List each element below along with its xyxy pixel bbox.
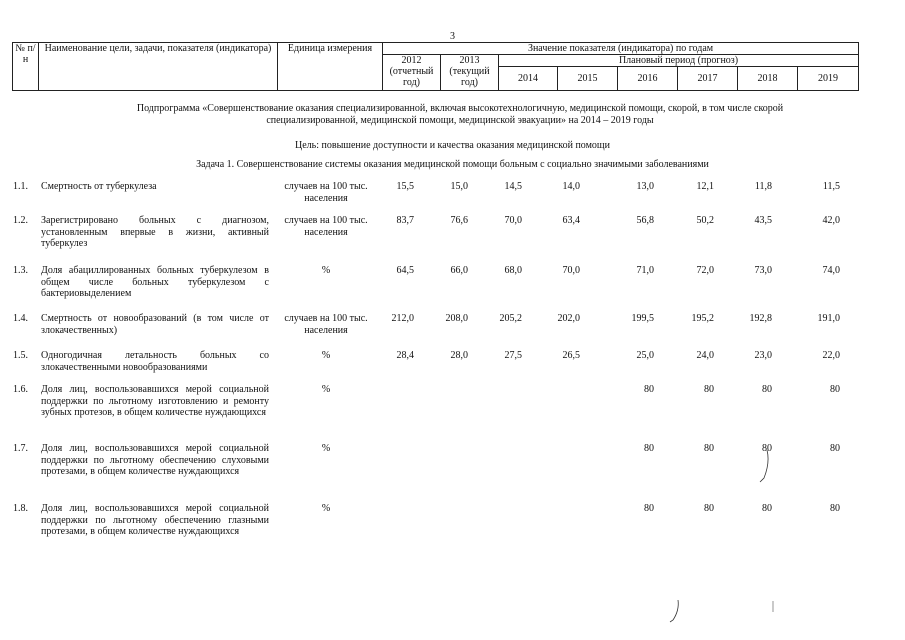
header-values-title: Значение показателя (индикатора) по годам [383,43,859,55]
subprogram-title: Подпрограмма «Совершенствование оказания специализированной, включая высокотехнологичную, медицинской помощи, скорой, в том числе скорой специализированной, медицинской помощи, медицинской эвакуации» на 2014 – 2019 годы [136,103,784,126]
indicator-value: 11,8 [754,181,772,192]
header-year-2012: 2012 (отчетный год) [383,55,441,91]
pen-mark [770,600,776,614]
indicator-unit: % [321,503,331,514]
indicator-value: 71,0 [636,265,654,276]
indicator-name: Доля лиц, воспользовавшихся мерой социальной поддержки по льготному обеспечению слуховыми протезами, в общем количестве нуждающихся [41,443,269,477]
page-number: 3 [450,31,455,42]
indicator-value: 28,0 [450,350,468,361]
row-number: 1.2. [13,215,28,226]
header-name: Наименование цели, задачи, показателя (индикатора) [39,43,278,91]
indicator-value: 74,0 [822,265,840,276]
indicator-value: 50,2 [696,215,714,226]
indicator-value: 64,5 [396,265,414,276]
indicator-unit: % [321,384,331,395]
indicator-value: 192,8 [749,313,772,324]
row-number: 1.4. [13,313,28,324]
indicator-value: 191,0 [817,313,840,324]
indicator-value: 14,0 [562,181,580,192]
indicator-value: 25,0 [636,350,654,361]
indicator-value: 80 [830,503,840,514]
indicator-value: 83,7 [396,215,414,226]
header-year: 2017 [678,67,738,91]
indicator-value: 80 [704,384,714,395]
indicator-value: 63,4 [562,215,580,226]
indicator-value: 80 [762,384,772,395]
indicator-value: 28,4 [396,350,414,361]
indicator-value: 208,0 [445,313,468,324]
row-number: 1.6. [13,384,28,395]
indicator-unit: % [321,350,331,361]
indicator-value: 80 [830,384,840,395]
indicator-value: 80 [644,384,654,395]
indicator-unit: % [321,265,331,276]
indicator-value: 76,6 [450,215,468,226]
indicator-unit: случаев на 100 тыс. населения [284,313,368,336]
row-number: 1.5. [13,350,28,361]
indicator-name: Доля абациллированных больных туберкулезом в общем числе больных туберкулезом с бактериовыделением [41,265,269,299]
indicator-value: 70,0 [562,265,580,276]
indicator-value: 199,5 [631,313,654,324]
header-plan-title: Плановый период (прогноз) [499,55,859,67]
indicator-value: 80 [762,503,772,514]
indicator-value: 70,0 [504,215,522,226]
header-year-2013: 2013 (текущий год) [441,55,499,91]
indicator-value: 42,0 [822,215,840,226]
indicator-value: 80 [644,503,654,514]
pen-mark [758,448,772,484]
header-year: 2015 [558,67,618,91]
indicator-value: 22,0 [822,350,840,361]
pen-mark [668,598,682,624]
indicator-value: 43,5 [754,215,772,226]
indicator-value: 72,0 [696,265,714,276]
indicator-value: 68,0 [504,265,522,276]
indicator-value: 212,0 [391,313,414,324]
header-year: 2016 [618,67,678,91]
indicator-name: Смертность от новообразований (в том числе от злокачественных) [41,313,269,336]
indicator-value: 80 [830,443,840,454]
task-line: Задача 1. Совершенствование системы оказания медицинской помощи больным с социально значимыми заболеваниями [196,159,709,170]
indicator-unit: % [321,443,331,454]
indicator-name: Зарегистрировано больных с диагнозом, установленным впервые в жизни, активный туберкулез [41,215,269,249]
indicator-value: 24,0 [696,350,714,361]
indicator-value: 80 [704,503,714,514]
indicator-value: 66,0 [450,265,468,276]
indicator-value: 11,5 [822,181,840,192]
indicator-name: Смертность от туберкулеза [41,181,157,192]
indicator-value: 73,0 [754,265,772,276]
indicator-name: Одногодичная летальность больных со злокачественными новообразованиями [41,350,269,373]
indicator-value: 80 [704,443,714,454]
indicator-unit: случаев на 100 тыс. населения [284,181,368,204]
indicator-unit: случаев на 100 тыс. населения [284,215,368,238]
indicator-value: 26,5 [562,350,580,361]
indicator-value: 195,2 [691,313,714,324]
indicator-value: 80 [762,443,772,454]
indicator-value: 202,0 [557,313,580,324]
indicator-value: 80 [644,443,654,454]
indicator-value: 13,0 [636,181,654,192]
header-year: 2019 [798,67,859,91]
header-year: 2018 [738,67,798,91]
indicator-value: 14,5 [504,181,522,192]
indicator-value: 12,1 [696,181,714,192]
row-number: 1.7. [13,443,28,454]
indicator-value: 23,0 [754,350,772,361]
indicator-table-header [12,42,859,91]
indicator-value: 56,8 [636,215,654,226]
indicator-value: 15,5 [396,181,414,192]
row-number: 1.8. [13,503,28,514]
row-number: 1.1. [13,181,28,192]
row-number: 1.3. [13,265,28,276]
indicator-value: 205,2 [499,313,522,324]
indicator-name: Доля лиц, воспользовавшихся мерой социальной поддержки по льготному обеспечению глазными протезами, в общем количестве нуждающихся [41,503,269,537]
header-unit: Единица измерения [278,43,383,91]
header-num: № п/н [13,43,39,91]
indicator-name: Доля лиц, воспользовавшихся мерой социальной поддержки по льготному изготовлению и ремонту зубных протезов, в общем количестве нуждающихся [41,384,269,418]
indicator-value: 27,5 [504,350,522,361]
goal-line: Цель: повышение доступности и качества оказания медицинской помощи [295,140,610,151]
indicator-value: 15,0 [450,181,468,192]
header-year: 2014 [499,67,558,91]
